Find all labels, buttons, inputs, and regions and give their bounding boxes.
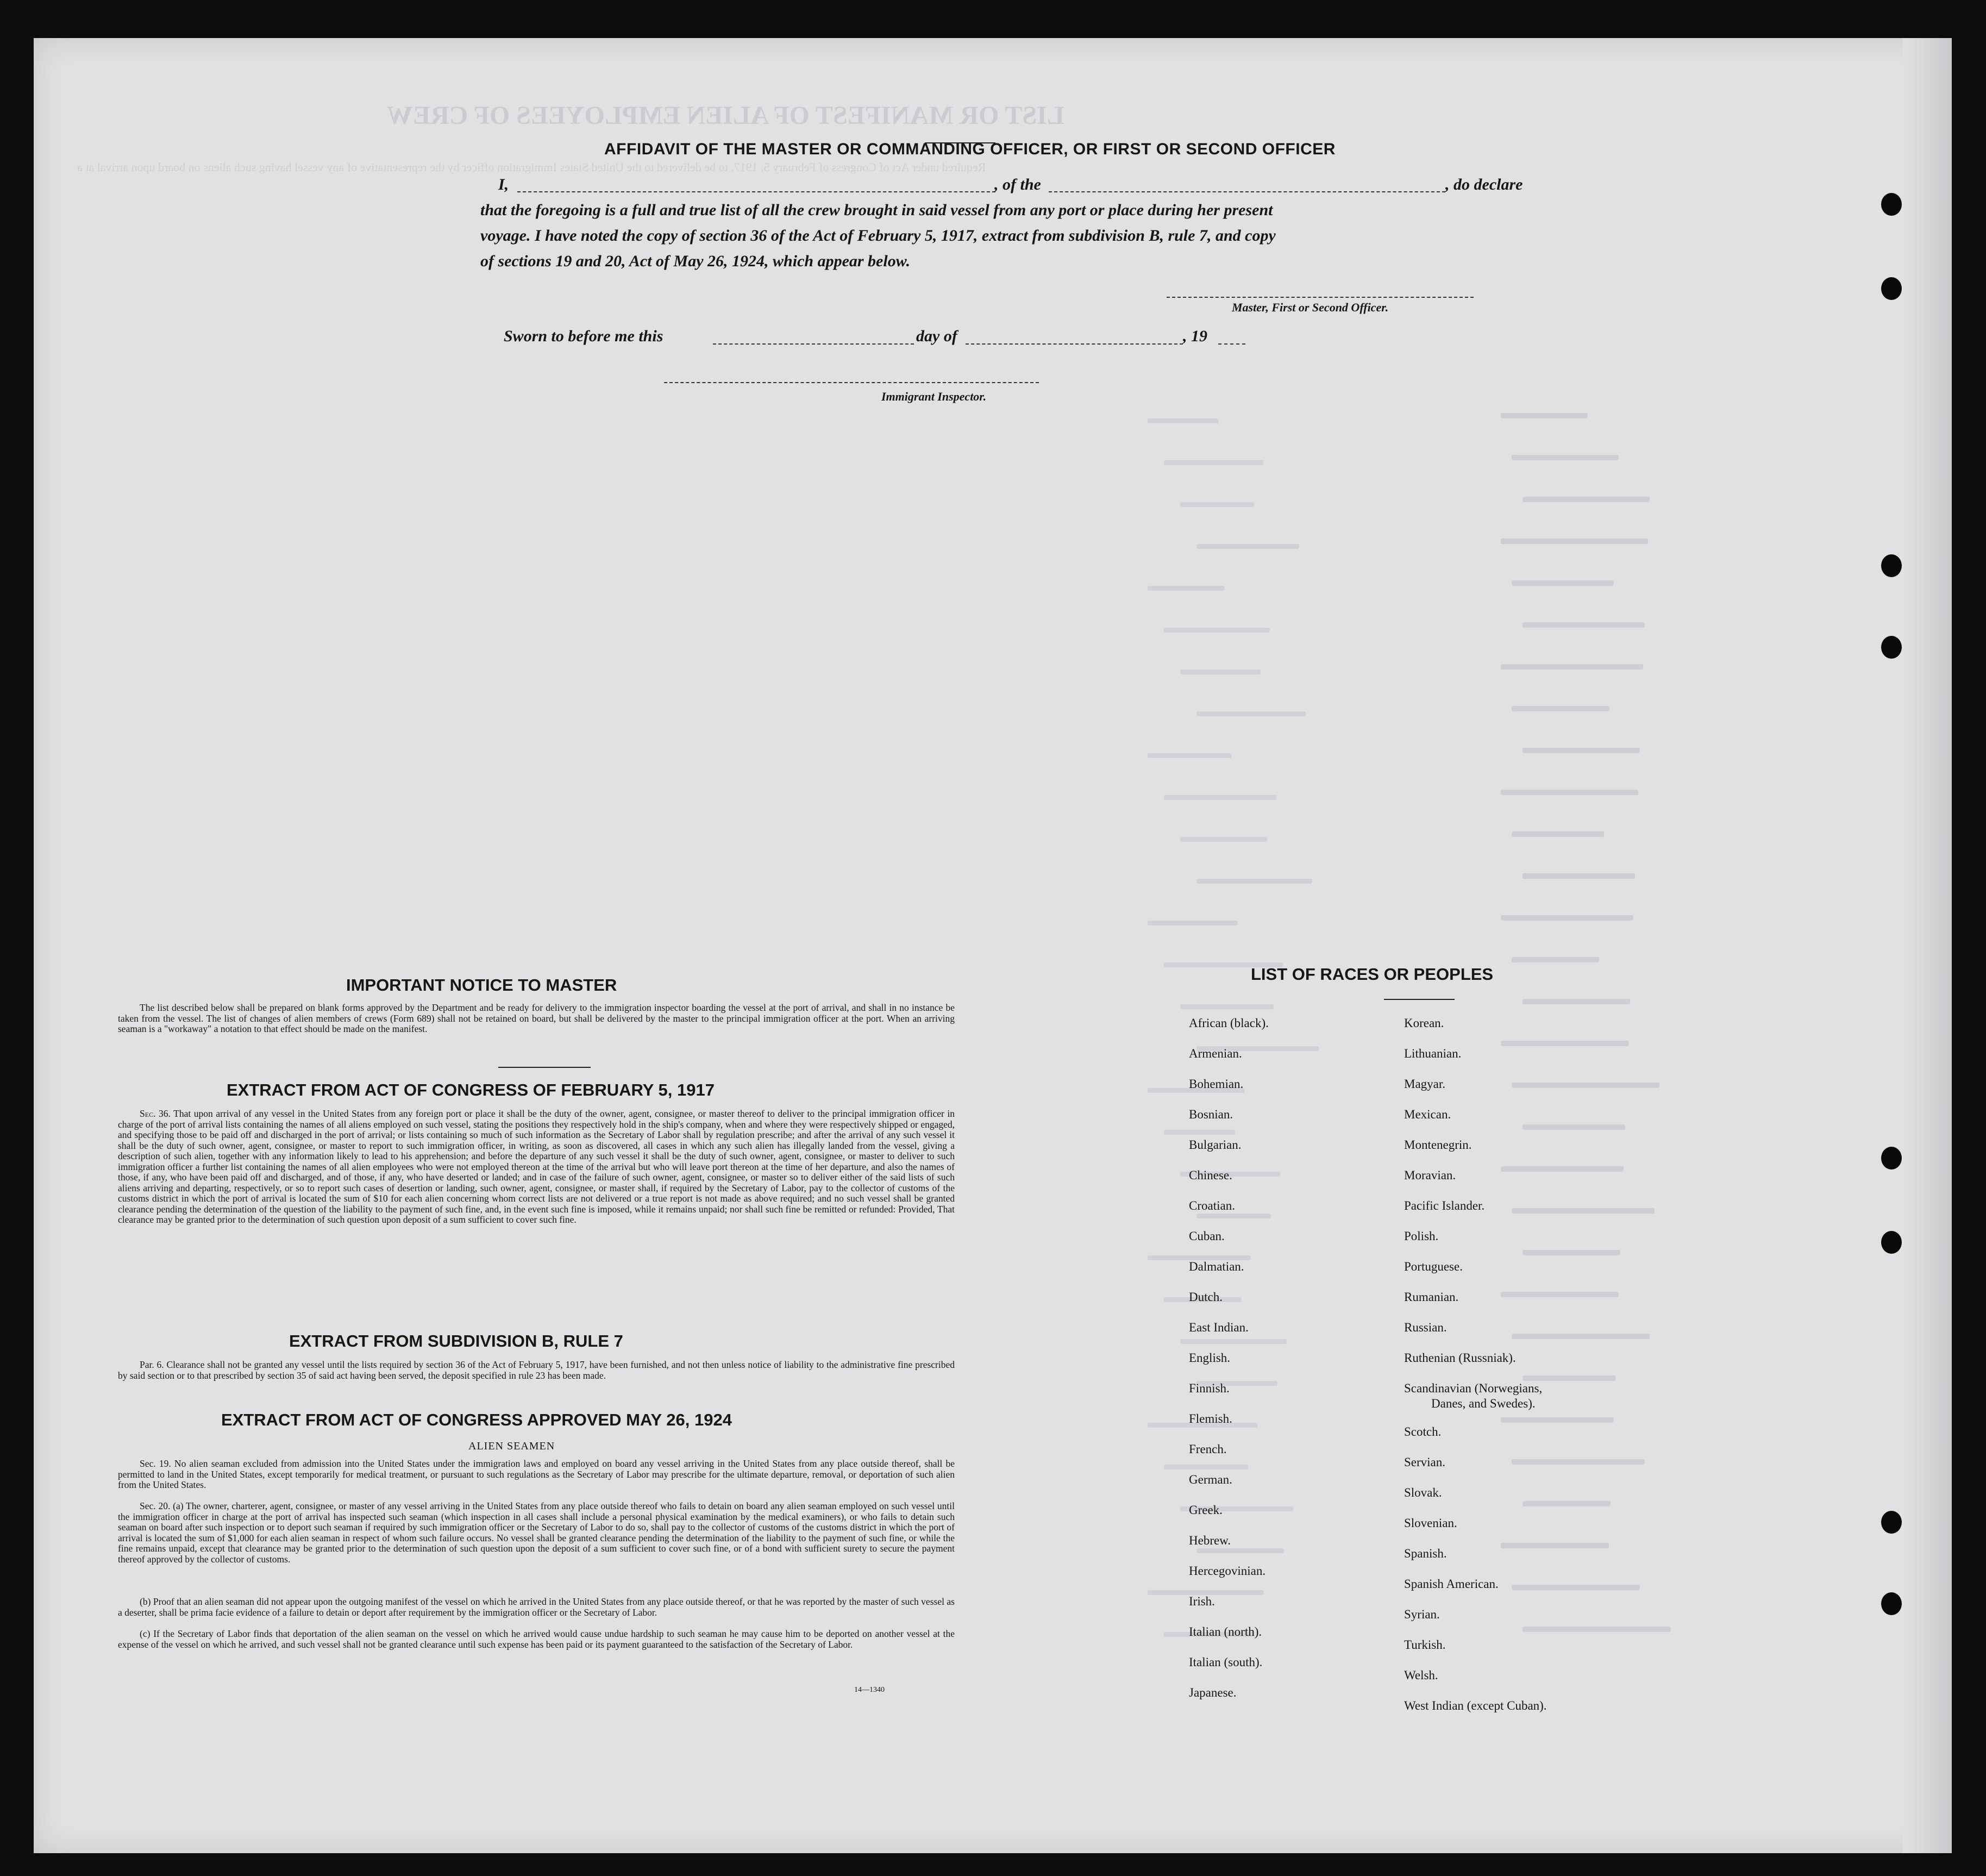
extract-rule7-title: EXTRACT FROM SUBDIVISION B, RULE 7 xyxy=(289,1331,623,1350)
bleed-through-row xyxy=(1523,1627,1671,1632)
bleed-through-row xyxy=(1523,1250,1620,1255)
bleed-through-row xyxy=(1180,502,1254,507)
title-underline xyxy=(925,142,995,143)
bleed-through-row xyxy=(1512,831,1604,837)
bleed-through-row xyxy=(1148,753,1231,758)
notice-underline xyxy=(498,1067,591,1068)
race-item: Portuguese. xyxy=(1404,1260,1463,1273)
bleed-through-row xyxy=(1180,1004,1274,1009)
race-item: Japanese. xyxy=(1189,1686,1237,1699)
affidavit-line3: voyage. I have noted the copy of section 36 of the Act of February 5, 1917, extract from subdivision B, rule 7, and copy xyxy=(480,227,1276,245)
bleed-through-row xyxy=(1501,1543,1609,1548)
bleed-through-row xyxy=(1512,706,1609,711)
races-underline xyxy=(1384,999,1455,1000)
bleed-through-row xyxy=(1196,544,1299,549)
race-item: West Indian (except Cuban). xyxy=(1404,1699,1547,1712)
race-item: Italian (north). xyxy=(1189,1625,1262,1639)
master-signature-line xyxy=(1167,297,1474,298)
bleed-through-row xyxy=(1512,1208,1655,1214)
bleed-through-row xyxy=(1523,622,1645,628)
bleed-through-heading: LIST OR MANIFEST OF ALIEN EMPLOYEES OF CREW xyxy=(387,101,1064,130)
race-item: Dalmatian. xyxy=(1189,1260,1244,1273)
bleed-through-row xyxy=(1512,455,1619,460)
race-item: German. xyxy=(1189,1473,1232,1486)
inspector-caption: Immigrant Inspector. xyxy=(881,390,987,403)
race-item: Slovenian. xyxy=(1404,1516,1457,1530)
affidavit-line4: of sections 19 and 20, Act of May 26, 1924, which appear below. xyxy=(480,252,911,270)
extract-1924-sec20c: (c) If the Secretary of Labor finds that deportation of the alien seaman on the vessel on which he arrived would cause undue hardship to such seaman he may cause him to be deported on another vessel at the expense of the vessel on which he arrived, and such vessel shall not be granted clearance until such expense has been paid or its payment guaranteed to the satisfaction of the Secretary of Labor. xyxy=(118,1628,955,1650)
bleed-through-row xyxy=(1180,670,1261,674)
sworn-text: Sworn to before me this xyxy=(504,327,663,345)
bleed-through-row xyxy=(1523,1124,1625,1130)
notice-title: IMPORTANT NOTICE TO MASTER xyxy=(346,975,617,995)
bleed-through-row xyxy=(1512,1459,1645,1465)
binder-hole xyxy=(1881,277,1902,300)
bleed-through-row xyxy=(1523,1501,1611,1506)
bleed-through-row xyxy=(1196,1548,1284,1553)
bleed-through-row xyxy=(1148,921,1238,926)
race-item: Rumanian. xyxy=(1404,1290,1459,1304)
bleed-through-row xyxy=(1164,1465,1248,1469)
inspector-signature-line xyxy=(664,382,1039,383)
binder-hole xyxy=(1881,636,1902,659)
bleed-through-row xyxy=(1501,539,1648,544)
race-item: Syrian. xyxy=(1404,1608,1440,1621)
extract-1924-sec19: Sec. 19. No alien seaman excluded from admission into the United States under the immigration laws and employed on board any vessel arriving in the United States from any place outside thereof, shall be permitted to land in the United States, except temporarily for medical treatment, or pursuant to such regulations as the Secretary of Labor may prescribe for the ultimate departure, removal, or deportation of such alien from the United States. xyxy=(118,1458,955,1490)
race-item: Bulgarian. xyxy=(1189,1138,1242,1152)
extract-rule7-body: Par. 6. Clearance shall not be granted any vessel until the lists required by section 36 of the Act of February 5, 1917, have been furnished, and not then unless notice of liability to the administrative fine prescribed by said section or to that prescribed by section 35 of said act having been served, the deposit specified in rule 23 has been made. xyxy=(118,1359,955,1381)
extract-1917-sec-label: Sec. 36. xyxy=(140,1108,171,1119)
day-of-text: day of xyxy=(916,327,957,345)
binder-hole xyxy=(1881,1511,1902,1534)
form-number: 14—1340 xyxy=(854,1686,885,1694)
race-item: Hercegovinian. xyxy=(1189,1564,1266,1578)
races-title: LIST OF RACES OR PEOPLES xyxy=(1251,965,1494,984)
race-item: Bohemian. xyxy=(1189,1077,1244,1091)
bleed-through-subheading: Required under Act of Congress of February 5, 1917, to be delivered to the United States Immigration officer by the representative of any vessel having such aliens on board upon arrival at a xyxy=(77,160,986,174)
name-blank xyxy=(517,191,995,192)
extract-1924-sec20b: (b) Proof that an alien seaman did not appear upon the outgoing manifest of the vessel on which he arrived in the United States from any place outside thereof, or that he was reported by the master of such vessel as a deserter, shall be prima facie evidence of a failure to detain or deport after requirement by the immigration officer or the Secretary of Labor. xyxy=(118,1596,955,1618)
race-item: Magyar. xyxy=(1404,1077,1446,1091)
race-item: Scandinavian (Norwegians, xyxy=(1404,1381,1543,1395)
binder-hole xyxy=(1881,193,1902,216)
race-item: Scotch. xyxy=(1404,1425,1442,1439)
bleed-through-row xyxy=(1148,418,1218,423)
bleed-through-row xyxy=(1501,413,1588,418)
bleed-through-row xyxy=(1523,748,1640,753)
bleed-through-row xyxy=(1164,460,1263,465)
master-signature-caption: Master, First or Second Officer. xyxy=(1232,301,1389,314)
bleed-through-row xyxy=(1164,1130,1235,1135)
bleed-through-row xyxy=(1180,837,1267,842)
race-item: English. xyxy=(1189,1351,1231,1365)
bleed-through-row xyxy=(1512,1585,1640,1590)
sworn-month-blank xyxy=(966,343,1183,345)
bleed-through-row xyxy=(1523,1375,1615,1381)
bleed-through-row xyxy=(1196,1214,1271,1218)
bleed-through-row xyxy=(1148,586,1225,591)
bleed-through-row xyxy=(1180,1339,1287,1344)
bleed-through-row xyxy=(1164,628,1270,633)
race-item: Bosnian. xyxy=(1189,1108,1233,1121)
bleed-through-row xyxy=(1196,879,1312,884)
page-edge xyxy=(1903,38,1952,1853)
bleed-through-row xyxy=(1501,915,1633,921)
race-item: Irish. xyxy=(1189,1594,1215,1608)
race-item: Polish. xyxy=(1404,1229,1439,1243)
race-item: Danes, and Swedes). xyxy=(1431,1397,1536,1410)
bleed-through-row xyxy=(1523,999,1630,1004)
race-item: Lithuanian. xyxy=(1404,1047,1462,1060)
race-item: Slovak. xyxy=(1404,1486,1442,1499)
race-item: Dutch. xyxy=(1189,1290,1223,1304)
race-item: Spanish. xyxy=(1404,1547,1447,1560)
race-item: Korean. xyxy=(1404,1016,1444,1030)
extract-1917-body xyxy=(118,1109,955,1225)
bleed-through-row xyxy=(1523,873,1635,879)
race-item: Greek. xyxy=(1189,1503,1223,1517)
bleed-through-row xyxy=(1512,1083,1659,1088)
race-item: Montenegrin. xyxy=(1404,1138,1472,1152)
race-item: Mexican. xyxy=(1404,1108,1451,1121)
affidavit-line1-declare: , do declare xyxy=(1445,176,1523,193)
affidavit-line1-i: I, xyxy=(498,176,509,193)
bleed-through-row xyxy=(1164,795,1276,800)
race-item: Flemish. xyxy=(1189,1412,1232,1425)
race-item: Armenian. xyxy=(1189,1047,1242,1060)
alien-seamen-subtitle: ALIEN SEAMEN xyxy=(468,1440,555,1452)
binder-hole xyxy=(1881,1592,1902,1615)
notice-body: The list described below shall be prepared on blank forms approved by the Department and be ready for delivery to the immigration inspector boarding the vessel at the port of arrival, and shall in no instance be taken from the vessel. The list of changes of alien members of crews (Form 689) shall not be retained on board, but shall be delivered by the master to the principal immigration officer at the port. When an arriving seaman is a "workaway" a notation to that effect should be made on the manifest. xyxy=(118,1002,955,1034)
binder-hole xyxy=(1881,554,1902,577)
vessel-blank xyxy=(1049,191,1445,192)
race-item: Pacific Islander. xyxy=(1404,1199,1485,1212)
race-item: Spanish American. xyxy=(1404,1577,1499,1591)
document-page xyxy=(34,38,1952,1853)
race-item: Italian (south). xyxy=(1189,1655,1263,1669)
bleed-through-row xyxy=(1501,790,1638,795)
bleed-through-row xyxy=(1512,957,1599,962)
extract-1924-title: EXTRACT FROM ACT OF CONGRESS APPROVED MAY 26, 1924 xyxy=(221,1410,732,1429)
binder-hole xyxy=(1881,1147,1902,1170)
race-item: Russian. xyxy=(1404,1321,1447,1334)
race-item: Cuban. xyxy=(1189,1229,1225,1243)
extract-1917-text: That upon arrival of any vessel in the United States from any foreign port or place it shall be the duty of the owner, agent, consignee, or master thereof to deliver to the principal immigration officer in charge of the port of arrival lists containing the names of all aliens employed on such vessel, stating the positions they respectively hold in the ship's company, when and where they were respectively shipped or engaged, and specifying those to be paid off and discharged in the port of arrival; or lists containing so much of such information as the Secretary of Labor shall by regulation prescribe; and after the arrival of any such vessel it shall be the duty of such owner, agent, consignee, or master to report to such immigration officer, in writing, as soon as discovered, all cases in which any such alien has illegally landed from the vessel, giving a description of such alien, together with any information likely to lead to his apprehension; and before the departure of any such vessel it shall be the duty of such owner, agent, consignee, or master to deliver to such immigration officer a further list containing the names of all alien employees who were not employed thereon at the time of the arrival but who will leave port thereon at the time of her departure, and also the names of those, if any, who have been paid off and discharged, and of those, if any, who have deserted or landed; and in case of the failure of such owner, agent, consignee, or master so to deliver either of the said lists of such aliens arriving and departing, respectively, or so to report such cases of desertion or landing, such owner, agent, consignee, or master shall, if required by the Secretary of Labor, pay to the collector of customs of the customs district in which the port of arrival is located the sum of $10 for each alien concerning whom correct lists are not delivered or a true report is not made as above required; and no such vessel shall be granted clearance pending the determination of the question of the liability to the payment of such fine, and, in the event such fine is imposed, while it remains unpaid; nor shall such fine be remitted or refunded: Provided, That clearance may be granted prior to the determination of such question upon deposit of a sum sufficient to cover such fine. xyxy=(118,1108,955,1225)
bleed-through-row xyxy=(1501,1041,1628,1046)
race-item: African (black). xyxy=(1189,1016,1269,1030)
bleed-through-row xyxy=(1512,580,1614,586)
affidavit-line1-of-the: , of the xyxy=(994,176,1041,193)
sworn-day-blank xyxy=(713,343,914,345)
race-item: East Indian. xyxy=(1189,1321,1249,1334)
bleed-through-row xyxy=(1523,497,1650,502)
binder-hole xyxy=(1881,1231,1902,1254)
race-item: Welsh. xyxy=(1404,1668,1438,1682)
year-text: , 19 xyxy=(1183,327,1207,345)
bleed-through-row xyxy=(1501,1292,1619,1297)
affidavit-line2: that the foregoing is a full and true list of all the crew brought in said vessel from any port or place during her present xyxy=(480,201,1273,219)
race-item: Servian. xyxy=(1404,1455,1446,1469)
sworn-year-blank xyxy=(1218,343,1245,345)
affidavit-title: AFFIDAVIT OF THE MASTER OR COMMANDING OFFICER, OR FIRST OR SECOND OFFICER xyxy=(604,140,1336,158)
bleed-through-row xyxy=(1196,711,1306,716)
bleed-through-row xyxy=(1501,1417,1614,1423)
race-item: French. xyxy=(1189,1442,1227,1456)
race-item: Finnish. xyxy=(1189,1381,1230,1395)
race-item: Moravian. xyxy=(1404,1168,1456,1182)
race-item: Turkish. xyxy=(1404,1638,1446,1652)
race-item: Hebrew. xyxy=(1189,1534,1231,1547)
bleed-through-row xyxy=(1501,1166,1624,1172)
extract-1917-title: EXTRACT FROM ACT OF CONGRESS OF FEBRUARY 5, 1917 xyxy=(227,1080,715,1099)
bleed-through-row xyxy=(1512,1334,1650,1339)
race-item: Chinese. xyxy=(1189,1168,1232,1182)
extract-1924-sec20a: Sec. 20. (a) The owner, charterer, agent, consignee, or master of any vessel arriving in the United States from any place outside thereof who fails to detain on board any alien seaman employed on such vessel until the immigration officer in charge at the port of arrival has inspected such seaman (which inspection in all cases shall include a personal physical examination by the medical examiners), or who fails to detain such seaman on board after such inspection or to deport such seaman if required by such immigration officer or the Secretary of Labor to do so, shall pay to the collector of customs of the customs district in which the port of arrival is located the sum of $1,000 for each alien seaman in respect of whom such failure occurs. No vessel shall be granted clearance pending the determination of the liability to the payment of such fine, or while the fine remains unpaid, except that clearance may be granted prior to the determination of such question upon the deposit of a sum sufficient to cover such fine, or of a bond with sufficient surety to secure the payment thereof approved by the collector of customs. xyxy=(118,1500,955,1565)
race-item: Ruthenian (Russniak). xyxy=(1404,1351,1516,1365)
race-item: Croatian. xyxy=(1189,1199,1235,1212)
bleed-through-row xyxy=(1501,664,1643,670)
